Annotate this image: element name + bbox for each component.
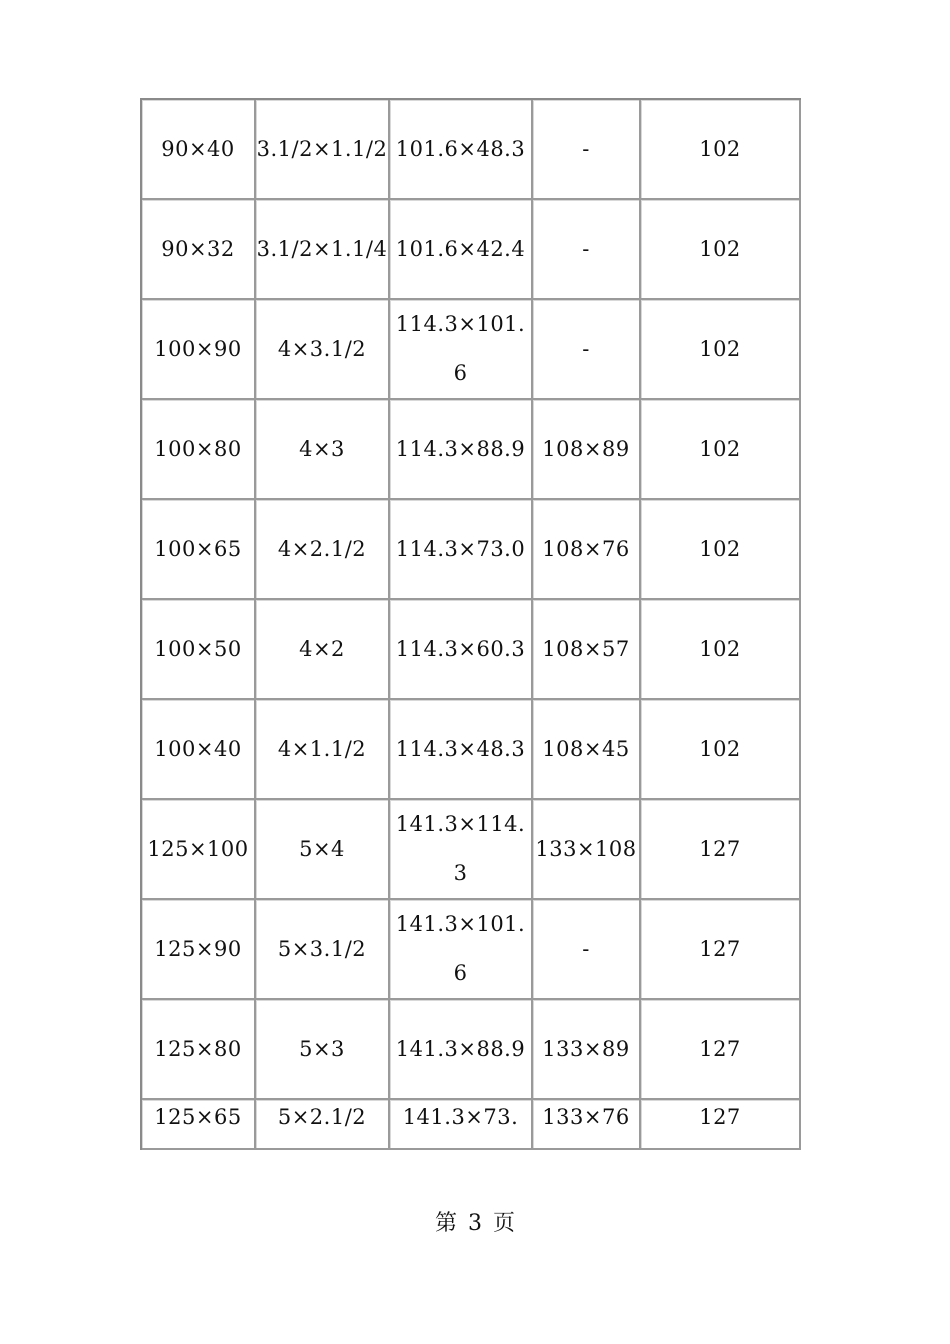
table-cell: 102 — [641, 700, 801, 800]
table-row — [142, 700, 801, 800]
table-cell: 3.1/2×1.1/4 — [256, 200, 390, 300]
table-cell: - — [533, 900, 641, 1000]
table-cell: 5×3 — [256, 1000, 390, 1100]
table-cell: 114.3×88.9 — [390, 400, 533, 500]
page-number: 第 3 页 — [435, 1211, 515, 1236]
table-cell: 127 — [641, 900, 801, 1000]
table-cell: 114.3×48.3 — [390, 700, 533, 800]
table-cell: 114.3×73.0 — [390, 500, 533, 600]
table-cell: 125×100 — [142, 800, 256, 900]
table-cell: 90×32 — [142, 200, 256, 300]
table-cell: - — [533, 100, 641, 200]
table-cell: 5×4 — [256, 800, 390, 900]
table-row — [142, 300, 801, 400]
table-row — [142, 500, 801, 600]
table-cell: 100×50 — [142, 600, 256, 700]
table-cell: 100×80 — [142, 400, 256, 500]
table-cell: 133×89 — [533, 1000, 641, 1100]
table-cell: 100×65 — [142, 500, 256, 600]
table-cell: 102 — [641, 300, 801, 400]
table-cell: 5×3.1/2 — [256, 900, 390, 1000]
table-cell: 4×2 — [256, 600, 390, 700]
table-cell: 100×40 — [142, 700, 256, 800]
table-row — [142, 800, 801, 900]
table-cell: 102 — [641, 400, 801, 500]
spec-table — [140, 98, 801, 1150]
table-cell: 101.6×48.3 — [390, 100, 533, 200]
table-cell: 4×3.1/2 — [256, 300, 390, 400]
table-cell: 90×40 — [142, 100, 256, 200]
table-cell: 108×45 — [533, 700, 641, 800]
table-row — [142, 200, 801, 300]
table-cell: 102 — [641, 600, 801, 700]
table-cell: 125×80 — [142, 1000, 256, 1100]
table-cell: 141.3×88.9 — [390, 1000, 533, 1100]
table-cell: 4×2.1/2 — [256, 500, 390, 600]
table-cell: 101.6×42.4 — [390, 200, 533, 300]
table-cell: 100×90 — [142, 300, 256, 400]
table-cell: 108×57 — [533, 600, 641, 700]
table-cell: - — [533, 200, 641, 300]
table-row — [142, 100, 801, 200]
table-cell: 127 — [641, 800, 801, 900]
table-cell: 141.3×101.6 — [390, 900, 533, 1000]
table-row — [142, 600, 801, 700]
table-cell: - — [533, 300, 641, 400]
table-cell: 114.3×101.6 — [390, 300, 533, 400]
table-cell: 108×89 — [533, 400, 641, 500]
table-cell: 141.3×73. — [390, 1100, 533, 1150]
table-cell: 5×2.1/2 — [256, 1100, 390, 1150]
table-cell: 102 — [641, 100, 801, 200]
table-cell: 4×3 — [256, 400, 390, 500]
table-cell: 108×76 — [533, 500, 641, 600]
table-cell: 3.1/2×1.1/2 — [256, 100, 390, 200]
table-cell: 133×108 — [533, 800, 641, 900]
table-cell: 141.3×114.3 — [390, 800, 533, 900]
table-cell: 102 — [641, 200, 801, 300]
table-row — [142, 1100, 801, 1150]
table-cell: 127 — [641, 1100, 801, 1150]
table-cell: 127 — [641, 1000, 801, 1100]
table-row — [142, 900, 801, 1000]
table-cell: 125×90 — [142, 900, 256, 1000]
table-cell: 125×65 — [142, 1100, 256, 1150]
table-row — [142, 400, 801, 500]
table-row — [142, 1000, 801, 1100]
table-cell: 4×1.1/2 — [256, 700, 390, 800]
table-cell: 133×76 — [533, 1100, 641, 1150]
table-cell: 114.3×60.3 — [390, 600, 533, 700]
table-cell: 102 — [641, 500, 801, 600]
